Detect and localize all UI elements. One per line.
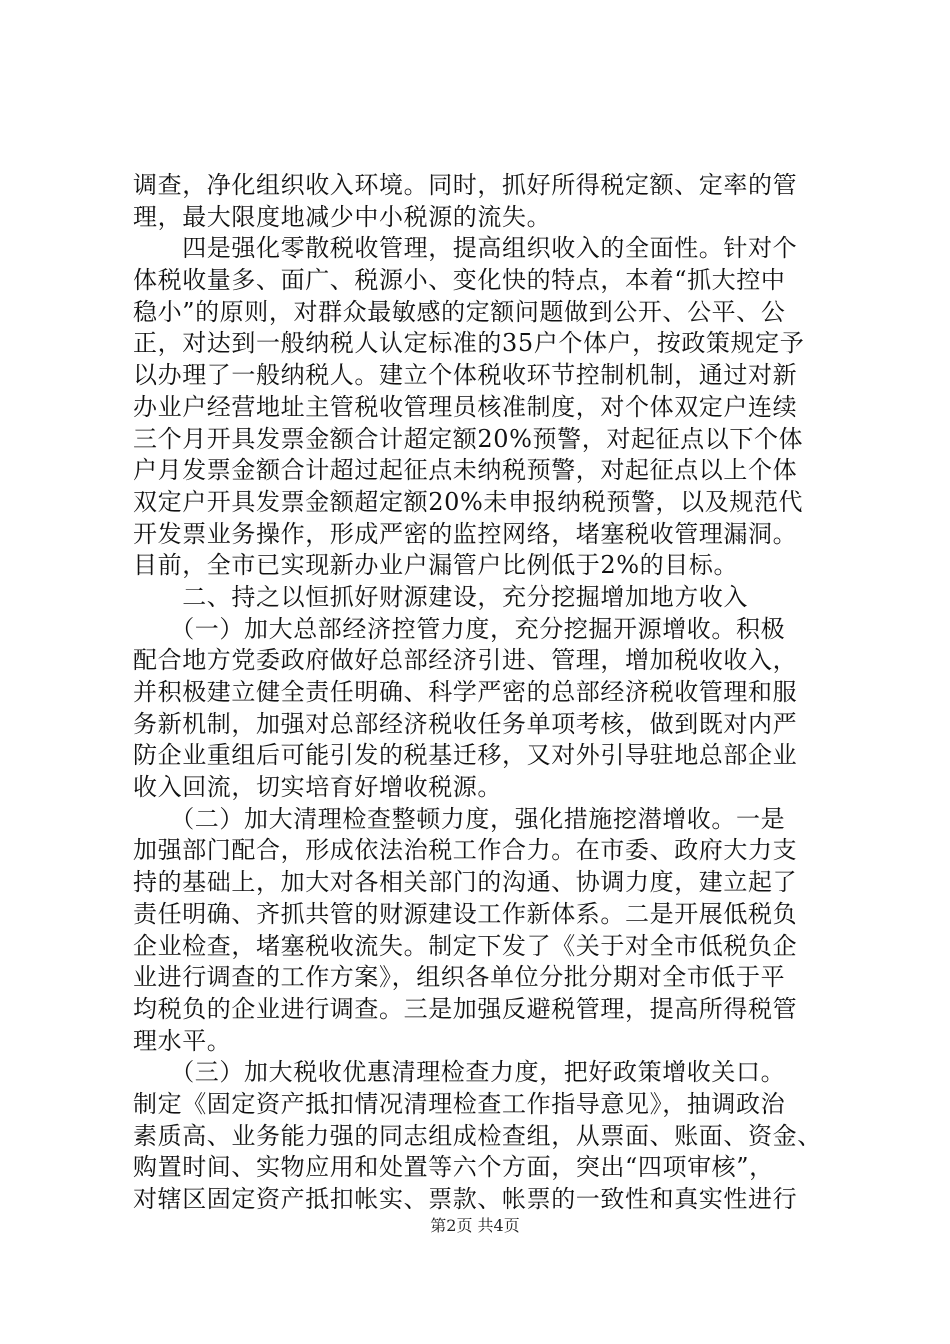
text-line: 理，最大限度地减少中小税源的流失。 [133, 202, 552, 231]
page-footer [0, 1216, 950, 1236]
text-line: 配合地方党委政府做好总部经济引进、管理，增加税收收入， [133, 646, 798, 675]
text-line: 办业户经营地址主管税收管理员核准制度，对个体双定户连续 [133, 392, 798, 421]
section-heading: 二、持之以恒抓好财源建设，充分挖掘增加地方收入 [133, 582, 748, 611]
text-line: 业进行调查的工作方案》，组织各单位分批分期对全市低于平 [133, 963, 786, 992]
text-line: 理水平。 [133, 1026, 232, 1055]
text-line: 双定户开具发票金额超定额20%未申报纳税预警，以及规范代 [133, 487, 804, 516]
body-text [133, 170, 833, 1216]
text-line: 素质高、业务能力强的同志组成检查组，从票面、账面、资金、 [133, 1121, 822, 1150]
text-line: 正，对达到一般纳税人认定标准的35户个体户，按政策规定予 [133, 329, 805, 358]
text-line: 企业检查，堵塞税收流失。制定下发了《关于对全市低税负企 [133, 931, 798, 960]
text-line: 制定《固定资产抵扣情况清理检查工作指导意见》，抽调政治 [133, 1089, 786, 1118]
text-line: 三个月开具发票金额合计超定额20%预警，对起征点以下个体 [133, 424, 804, 453]
text-line: （二）加大清理检查整顿力度，强化措施挖潜增收。一是 [133, 804, 786, 833]
text-line: 体税收量多、面广、税源小、变化快的特点，本着“抓大控中 [133, 266, 786, 295]
text-line: 调查，净化组织收入环境。同时，抓好所得税定额、定率的管 [133, 171, 798, 199]
text-line: 购置时间、实物应用和处置等六个方面，突出“四项审核”， [133, 1153, 774, 1182]
text-line: 四是强化零散税收管理，提高组织收入的全面性。针对个 [133, 234, 798, 263]
text-line: 并积极建立健全责任明确、科学严密的总部经济税收管理和服 [133, 678, 798, 706]
text-line: 责任明确、齐抓共管的财源建设工作新体系。二是开展低税负 [133, 899, 798, 928]
text-line: 目前，全市已实现新办业户漏管户比例低于2%的目标。 [133, 551, 739, 580]
text-line: （三）加大税收优惠清理检查力度，把好政策增收关口。 [133, 1058, 786, 1087]
text-line: 务新机制，加强对总部经济税收任务单项考核，做到既对内严 [133, 709, 798, 738]
page-number: 第2页 共4页 [430, 1216, 520, 1235]
text-line: 以办理了一般纳税人。建立个体税收环节控制机制，通过对新 [133, 361, 798, 390]
text-line: 收入回流，切实培育好增收税源。 [133, 773, 502, 802]
text-line: 对辖区固定资产抵扣帐实、票款、帐票的一致性和真实性进行 [133, 1185, 798, 1213]
text-line: 均税负的企业进行调查。三是加强反避税管理，提高所得税管 [133, 994, 798, 1023]
text-line: 户月发票金额合计超过起征点未纳税预警，对起征点以上个体 [133, 456, 798, 485]
text-line: （一）加大总部经济控管力度，充分挖掘开源增收。积极 [133, 614, 786, 643]
text-line: 持的基础上，加大对各相关部门的沟通、协调力度，建立起了 [133, 868, 798, 897]
text-line: 开发票业务操作，形成严密的监控网络，堵塞税收管理漏洞。 [133, 519, 798, 548]
text-line: 加强部门配合，形成依法治税工作合力。在市委、政府大力支 [133, 836, 798, 865]
text-line: 稳小”的原则，对群众最敏感的定额问题做到公开、公平、公 [133, 297, 786, 326]
text-line: 防企业重组后可能引发的税基迁移，又对外引导驻地总部企业 [133, 741, 798, 770]
